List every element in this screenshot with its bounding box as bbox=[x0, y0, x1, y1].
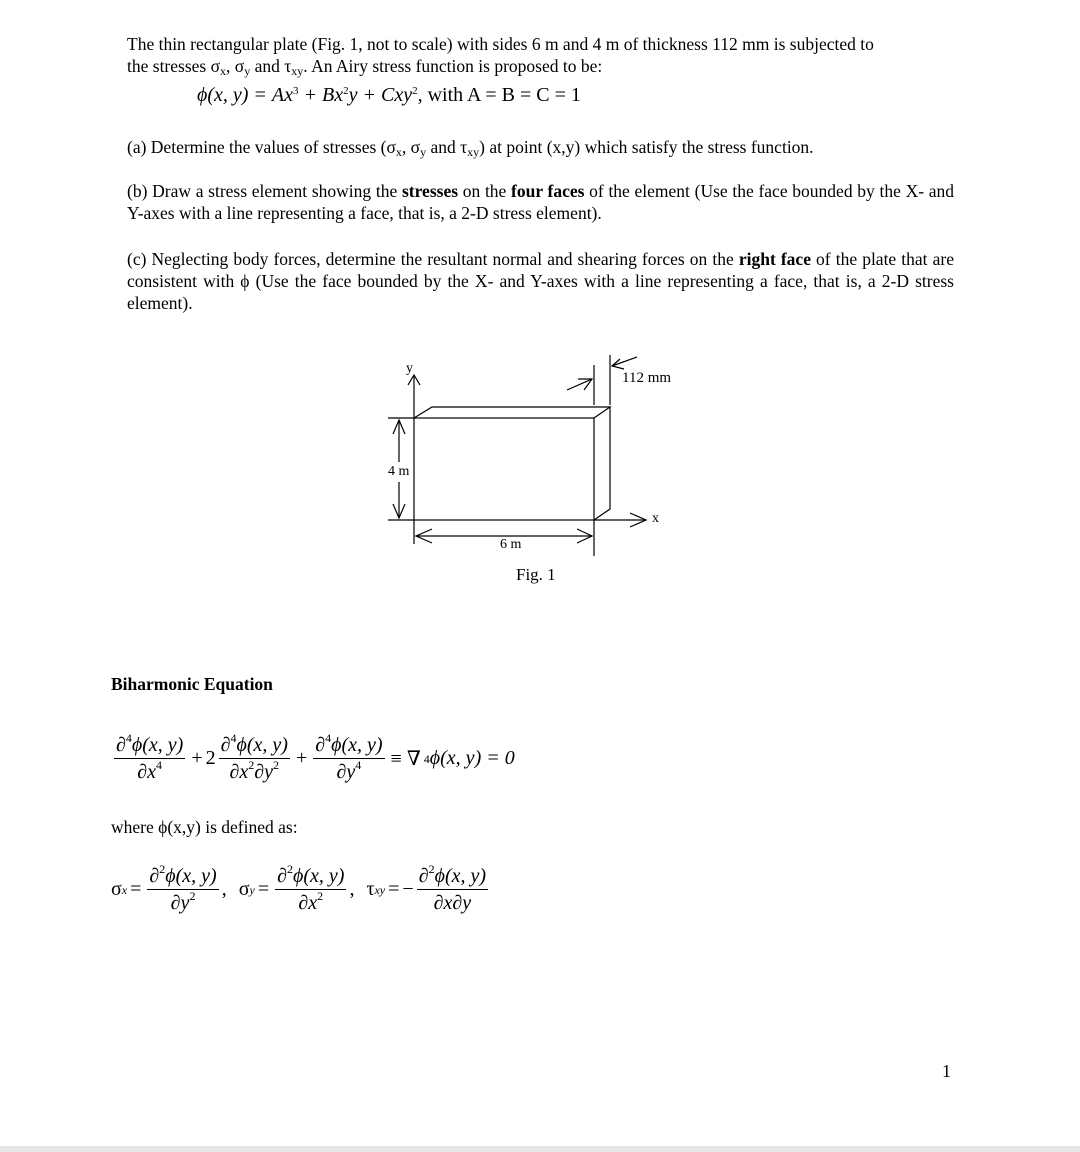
denominator: ∂y bbox=[170, 892, 190, 914]
exponent: 2 bbox=[317, 889, 324, 903]
partial-symbol: ∂ bbox=[315, 734, 326, 756]
thickness-arrow-line-right bbox=[612, 357, 637, 366]
biharmonic-rhs: ϕ(x, y) = 0 bbox=[429, 747, 515, 769]
stress-definitions: σ x = $\frac{\partial^2\phi(x, y)}{\partial y^2}$ , σ y = $\frac{\partial^2\phi(x, y)}{\partial x^2}$ , τ xy = − $\frac{\partial^2\phi(x, y)}{\partial x\partial y}$ bbox=[111, 862, 487, 914]
airy-term: y + Cxy bbox=[348, 84, 413, 106]
equals-sign: = bbox=[388, 878, 400, 900]
sigma-y-fraction bbox=[275, 864, 346, 915]
equivalence-operator: ≡ ∇ bbox=[390, 748, 421, 770]
sigma-symbol: σ bbox=[111, 878, 122, 900]
denominator: ∂x bbox=[229, 761, 249, 783]
part-c-text: of the plate that are consistent with ϕ (Use the face bounded by the X- and Y-axes with a line representing a face, that is, a 2-D stress element). bbox=[127, 249, 954, 313]
subscript-y: y bbox=[420, 145, 427, 159]
phi-function: ϕ(x, y) bbox=[331, 734, 383, 756]
exponent: 4 bbox=[355, 758, 362, 772]
fraction-term-2 bbox=[219, 733, 290, 784]
exponent: 2 bbox=[189, 889, 196, 903]
coefficient: 2 bbox=[205, 747, 216, 769]
phi-function: ϕ(x, y) bbox=[236, 734, 288, 756]
phi-function: ϕ(x, y) bbox=[165, 865, 217, 887]
plate-top-face bbox=[414, 407, 610, 418]
comma: , bbox=[221, 878, 227, 900]
denominator: ∂x bbox=[137, 761, 157, 783]
plate-front-face bbox=[414, 418, 594, 520]
plus-operator: + bbox=[191, 747, 203, 769]
where-text: where ϕ(x,y) is defined as: bbox=[111, 817, 298, 837]
part-a-text: ) at point (x,y) which satisfy the stress function. bbox=[479, 137, 814, 157]
phi-function: ϕ(x, y) bbox=[434, 865, 487, 887]
fraction-term-3 bbox=[313, 733, 384, 784]
sigma-symbol: σ bbox=[238, 878, 250, 900]
denominator: ∂x∂y bbox=[433, 892, 472, 914]
biharmonic-heading: Biharmonic Equation bbox=[111, 674, 273, 694]
part-a-text: (a) Determine the values of stresses (σ bbox=[127, 137, 396, 157]
exponent: 4 bbox=[325, 731, 332, 745]
partial-symbol: ∂ bbox=[220, 734, 231, 756]
airy-lhs: ϕ(x, y) = Ax bbox=[197, 84, 294, 106]
airy-constants: , with A = B = C = 1 bbox=[417, 84, 581, 106]
part-a-text: and τ bbox=[426, 137, 468, 157]
exponent: 4 bbox=[156, 758, 163, 772]
page-number: 1 bbox=[942, 1061, 951, 1081]
denominator: ∂y bbox=[336, 761, 356, 783]
exponent: 2 bbox=[343, 85, 349, 97]
tau-xy-fraction bbox=[417, 864, 488, 915]
airy-term: + Bx bbox=[298, 84, 344, 106]
part-b-text: of the element (Use the face bounded by the X- and Y-axes with a line representing a face, that is, a 2-D stress element). bbox=[127, 181, 955, 223]
exponent: 4 bbox=[125, 731, 132, 745]
sigma-x-fraction bbox=[147, 864, 218, 915]
part-b-bold: four faces bbox=[511, 181, 585, 201]
width-label: 6 m bbox=[500, 537, 522, 552]
part-b-text: on the bbox=[458, 181, 512, 201]
exponent: 2 bbox=[428, 862, 435, 876]
part-a-text: , σ bbox=[401, 137, 421, 157]
plate-side-face bbox=[594, 407, 610, 520]
fraction-term-1 bbox=[114, 733, 185, 784]
subscript-xy: xy bbox=[467, 145, 480, 159]
thickness-label: 112 mm bbox=[622, 370, 672, 386]
viewer-bottom-bar bbox=[0, 1146, 1080, 1152]
subscript-x: x bbox=[395, 145, 402, 159]
part-c-bold: right face bbox=[738, 249, 811, 269]
part-b-text: (b) Draw a stress element showing the bbox=[127, 181, 402, 201]
biharmonic-equation: $\frac{\partial^4\phi(x, y)}{\partial x^4}$ + 2 $\frac{\partial^4\phi(x, y)}{\partial x^2\partial y^2}$ + $\frac{\partial^4\phi(x, y)}{\partial y^4}$ ≡ ∇ 4 ϕ(x, y) = 0 bbox=[116, 731, 515, 783]
partial-symbol: ∂ bbox=[277, 865, 287, 887]
height-label: 4 m bbox=[388, 464, 410, 479]
exponent: 3 bbox=[293, 85, 299, 97]
x-axis-label: x bbox=[652, 511, 659, 526]
phi-function: ϕ(x, y) bbox=[131, 734, 184, 756]
y-axis-label: y bbox=[406, 361, 413, 376]
equals-sign: = bbox=[257, 878, 270, 900]
phi-function: ϕ(x, y) bbox=[293, 865, 345, 887]
intro-line-1: The thin rectangular plate (Fig. 1, not to scale) with sides 6 m and 4 m of thickness 112 mm is subjected to bbox=[127, 34, 874, 54]
tau-symbol: τ bbox=[366, 878, 375, 900]
equals-sign: = bbox=[130, 878, 142, 900]
figure-caption: Fig. 1 bbox=[516, 565, 556, 584]
intro-text: and τ bbox=[250, 56, 292, 76]
exponent: 2 bbox=[273, 758, 280, 772]
exponent: 2 bbox=[159, 862, 166, 876]
part-c-text: (c) Neglecting body forces, determine the resultant normal and shearing forces on the bbox=[127, 249, 739, 269]
partial-symbol: ∂ bbox=[418, 865, 429, 887]
part-b-bold: stresses bbox=[401, 181, 459, 201]
minus-sign: − bbox=[402, 878, 414, 900]
intro-text: . An Airy stress function is proposed to be: bbox=[303, 56, 603, 76]
subscript-xy: xy bbox=[291, 64, 304, 78]
denominator: ∂x bbox=[298, 892, 318, 914]
exponent: 4 bbox=[230, 731, 237, 745]
intro-text: , σ bbox=[226, 56, 245, 76]
exponent: 2 bbox=[248, 758, 255, 772]
subscript-y: y bbox=[244, 64, 251, 78]
exponent: 2 bbox=[287, 862, 293, 876]
partial-symbol: ∂ bbox=[149, 865, 160, 887]
intro-text: the stresses σ bbox=[127, 56, 221, 76]
subscript-x: x bbox=[220, 64, 227, 78]
denominator: ∂y bbox=[254, 761, 274, 783]
exponent: 2 bbox=[412, 85, 418, 97]
plus-operator: + bbox=[295, 747, 308, 769]
comma: , bbox=[349, 878, 355, 900]
partial-symbol: ∂ bbox=[116, 734, 126, 756]
